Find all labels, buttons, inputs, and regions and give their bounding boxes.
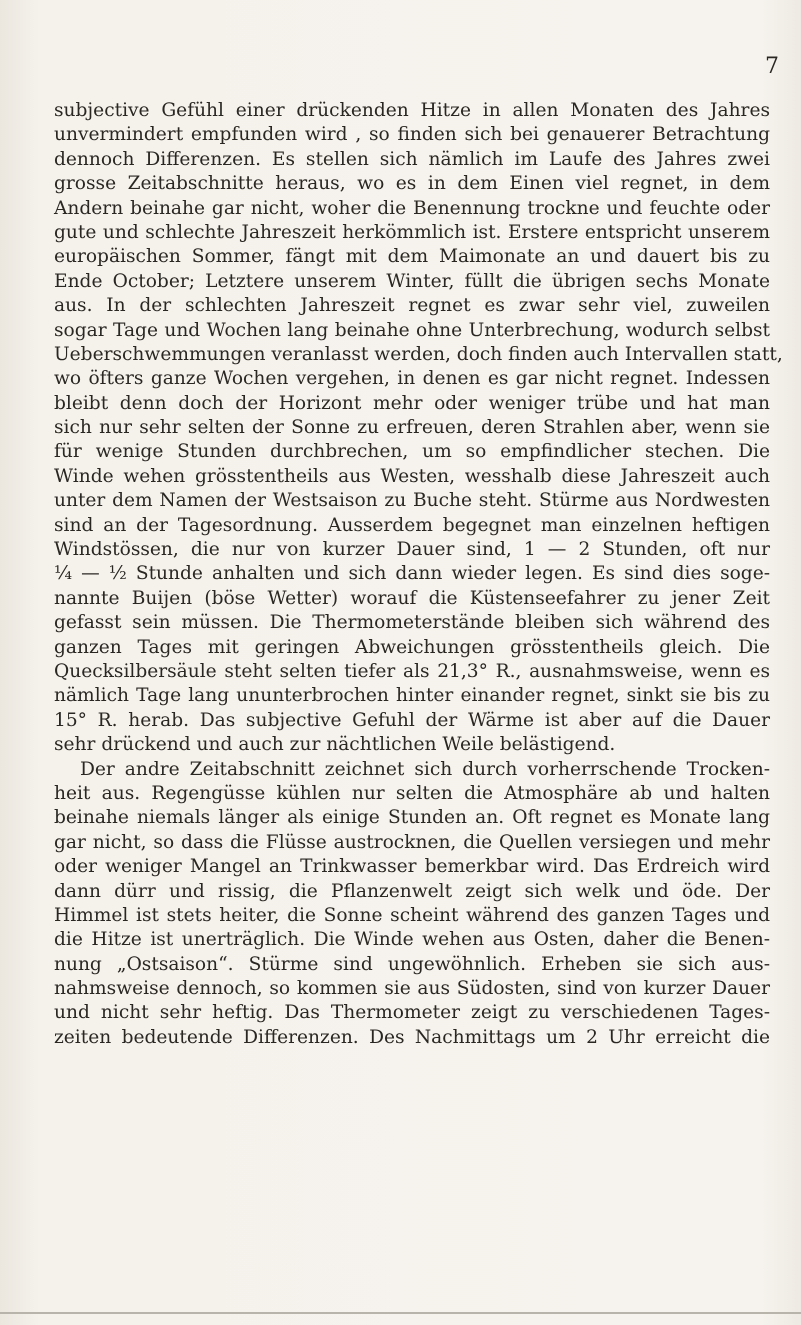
text-line: Ende October; Letztere unserem Winter, füllt die übrigen sechs Monate: [54, 270, 770, 292]
text-line: bleibt denn doch der Horizont mehr oder weniger trübe und hat man: [54, 392, 770, 414]
text-line: gefasst sein müssen. Die Thermometerstände bleiben sich während des: [54, 612, 770, 634]
text-line: sogar Tage und Wochen lang beinahe ohne Unterbrechung, wodurch selbst: [54, 319, 770, 341]
text-line: nannte Buijen (böse Wetter) worauf die Küstenseefahrer zu jener Zeit: [54, 587, 770, 609]
text-line: aus. In der schlechten Jahreszeit regnet es zwar sehr viel, zuweilen: [54, 295, 770, 317]
text-line: dennoch Differenzen. Es stellen sich nämlich im Laufe des Jahres zwei: [54, 148, 770, 170]
text-line: und nicht sehr heftig. Das Thermometer zeigt zu verschiedenen Tages-: [54, 1002, 770, 1024]
text-line: sich nur sehr selten der Sonne zu erfreuen, deren Strahlen aber, wenn sie: [54, 417, 770, 439]
text-line: Quecksilbersäule steht selten tiefer als 21,3° R., ausnahmsweise, wenn es: [54, 660, 770, 682]
text-line: Windstössen, die nur von kurzer Dauer sind, 1 — 2 Stunden, oft nur: [54, 539, 770, 561]
text-line: 15° R. herab. Das subjective Gefuhl der Wärme ist aber auf die Dauer: [54, 709, 770, 731]
text-line: zeiten bedeutende Differenzen. Des Nachmittags um 2 Uhr erreicht die: [54, 1026, 770, 1048]
page-number: 7: [765, 54, 779, 79]
text-line: Himmel ist stets heiter, die Sonne scheint während des ganzen Tages und: [54, 904, 770, 926]
text-line: subjective Gefühl einer drückenden Hitze in allen Monaten des Jahres: [54, 100, 770, 121]
text-line: heit aus. Regengüsse kühlen nur selten die Atmosphäre ab und halten: [54, 782, 770, 804]
text-line: wo öfters ganze Wochen vergehen, in denen es gar nicht regnet. Indessen: [54, 368, 770, 390]
text-line: gar nicht, so dass die Flüsse austrocknen, die Quellen versiegen und mehr: [54, 831, 770, 853]
body-text: [54, 99, 783, 1050]
text-line: Der andre Zeitabschnitt zeichnet sich durch vorherrschende Trocken-: [80, 758, 770, 780]
text-line: beinahe niemals länger als einige Stunden an. Oft regnet es Monate lang: [54, 807, 770, 829]
text-line: nung „Ostsaison“. Stürme sind ungewöhnlich. Erheben sie sich aus-: [54, 953, 770, 975]
text-line: unvermindert empfunden wird , so finden sich bei genauerer Betrachtung: [54, 124, 770, 146]
page-edge-line: [0, 1312, 801, 1314]
text-line: Winde wehen grösstentheils aus Westen, wesshalb diese Jahreszeit auch: [54, 465, 770, 487]
text-line: für wenige Stunden durchbrechen, um so empfindlicher stechen. Die: [54, 441, 770, 463]
text-line: nahmsweise dennoch, so kommen sie aus Südosten, sind von kurzer Dauer: [54, 978, 770, 1000]
text-line: die Hitze ist unerträglich. Die Winde wehen aus Osten, daher die Benen-: [54, 929, 770, 951]
text-line: Andern beinahe gar nicht, woher die Benennung trockne und feuchte oder: [54, 197, 770, 219]
text-line: unter dem Namen der Westsaison zu Buche steht. Stürme aus Nordwesten: [54, 490, 770, 512]
text-line: ganzen Tages mit geringen Abweichungen grösstentheils gleich. Die: [54, 636, 770, 658]
text-line: gute und schlechte Jahreszeit herkömmlich ist. Erstere entspricht unserem: [54, 221, 770, 243]
text-line: dann dürr und rissig, die Pflanzenwelt zeigt sich welk und öde. Der: [54, 880, 770, 902]
text-line: oder weniger Mangel an Trinkwasser bemerkbar wird. Das Erdreich wird: [54, 856, 770, 878]
text-line: europäischen Sommer, fängt mit dem Maimonate an und dauert bis zu: [54, 246, 770, 268]
text-line: sehr drückend und auch zur nächtlichen Weile belästigend.: [54, 734, 616, 756]
text-line: Ueberschwemmungen veranlasst werden, doch finden auch Intervallen statt,: [54, 343, 783, 365]
text-line: nämlich Tage lang ununterbrochen hinter einander regnet, sinkt sie bis zu: [54, 685, 770, 707]
text-line: sind an der Tagesordnung. Ausserdem begegnet man einzelnen heftigen: [54, 514, 770, 536]
text-line: grosse Zeitabschnitte heraus, wo es in dem Einen viel regnet, in dem: [54, 173, 770, 195]
text-line: ¼ — ½ Stunde anhalten und sich dann wieder legen. Es sind dies soge-: [54, 563, 770, 585]
